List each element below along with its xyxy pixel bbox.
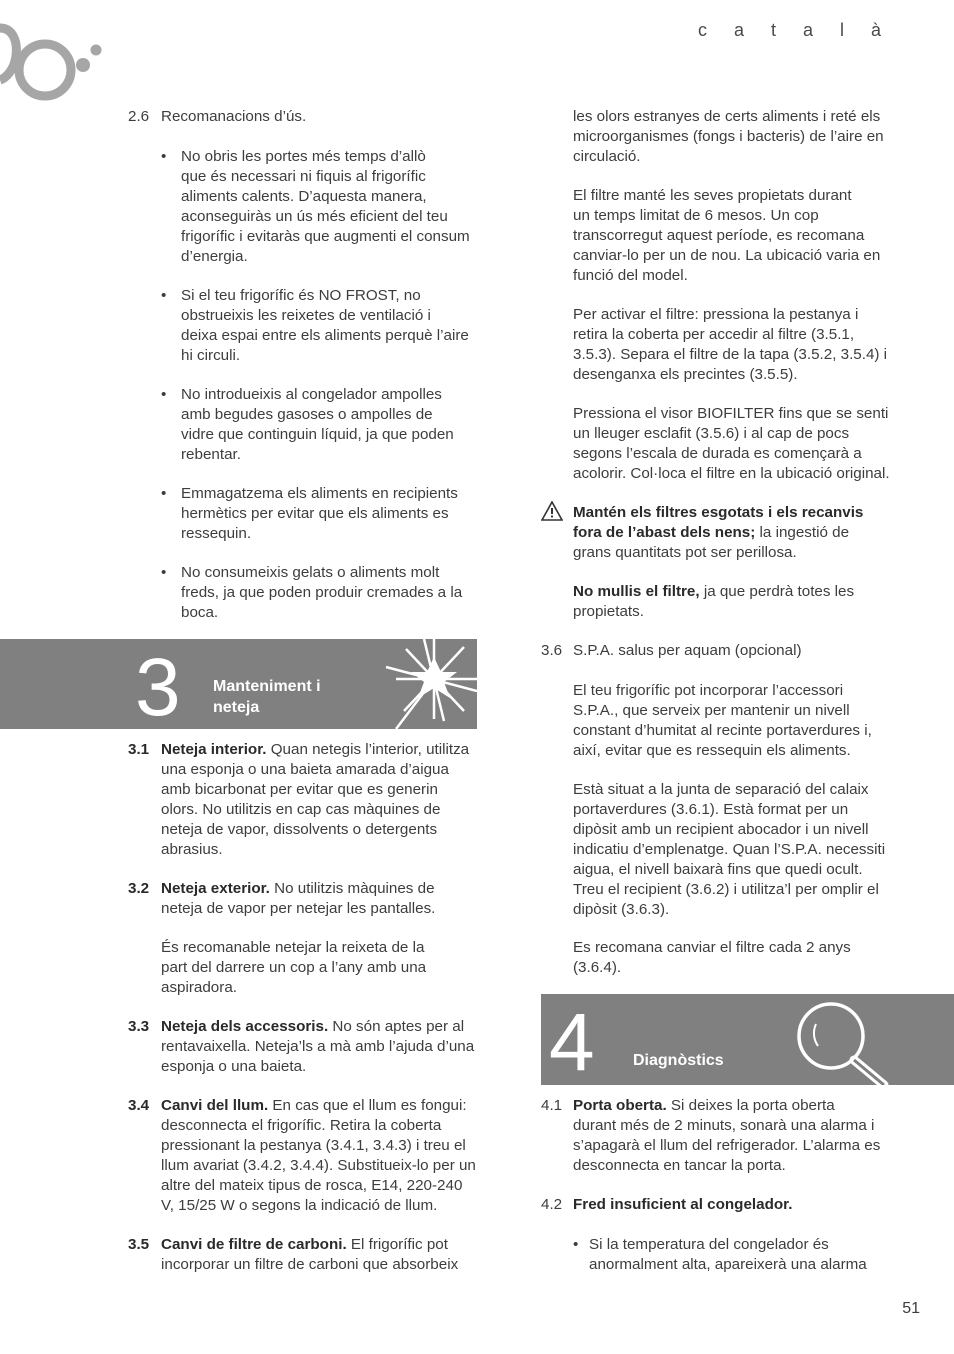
warning-heading: Mantén els filtres esgotats i els recanvis	[573, 504, 864, 521]
section-heading: Fred insuficient al congelador.	[573, 1196, 793, 1213]
warning-line	[573, 523, 849, 543]
section-4-banner	[541, 994, 954, 1085]
bullet-line: aconseguiràs un ús més eficient del teu	[181, 208, 448, 225]
paragraph-line: canviar-lo per un de nou. La ubicació varia en	[573, 247, 881, 264]
paragraph-line: microorganismes (fongs i bacteris) de l’aire en	[573, 128, 884, 145]
section-heading: Neteja exterior.	[161, 880, 270, 897]
section-first-line	[161, 740, 469, 760]
section-text-line: neteja de vapor, dissolvents o detergents	[161, 821, 438, 838]
section-text: Si deixes la porta oberta	[666, 1097, 835, 1114]
paragraph-line: Està situat a la junta de separació del calaix	[573, 781, 869, 798]
paragraph-line: S.P.A., que serveix per mantenir un nivell	[573, 702, 850, 719]
section-first-line	[161, 1096, 467, 1116]
paragraph-line: Treu el recipient (3.6.2) i utilitza’l per omplir el	[573, 881, 879, 898]
paragraph-line: dipòsit amb un recipient abocador i un nivell	[573, 821, 869, 838]
paragraph-line: part del darrere un cop a l’any amb una	[161, 959, 427, 976]
section-heading: Neteja interior.	[161, 741, 267, 758]
paragraph-line: desenganxa els precintes (3.5.5).	[573, 366, 798, 383]
section-text-line: neteja de vapor per netejar les pantalles.	[161, 900, 436, 917]
sparkle-icon	[384, 639, 477, 729]
bullet-line: frigorífic i evitaràs que augmenti el consum	[181, 228, 470, 245]
bullet-icon: •	[161, 485, 167, 502]
paragraph-line: El filtre manté les seves propietats durant	[573, 187, 852, 204]
section-4-number: 4	[549, 997, 595, 1085]
paragraph-line: un temps limitat de 6 mesos. Un cop	[573, 207, 819, 224]
section-number: 4.2	[541, 1196, 563, 1213]
paragraph-line: les olors estranyes de certs aliments i reté els	[573, 108, 881, 125]
page-number: 51	[902, 1300, 920, 1317]
section-text: Quan netegis l’interior, utilitza	[266, 741, 470, 758]
bullet-icon: •	[161, 386, 167, 403]
nomullis-text: ja que perdrà totes les	[699, 583, 855, 600]
paragraph-line: segons l’escala de durada es començarà a	[573, 445, 862, 462]
bullet-line: aliments calents. D’aquesta manera,	[181, 188, 427, 205]
paragraph-line: portaverdures (3.6.1). Està format per un	[573, 801, 849, 818]
bullet-line: boca.	[181, 604, 219, 621]
bullet-line: Si la temperatura del congelador és	[589, 1236, 829, 1253]
section-first-line	[161, 1017, 464, 1037]
bullet-line: deixa espai entre els aliments perquè l’aire	[181, 327, 469, 344]
bullet-line: No introdueixis al congelador ampolles	[181, 386, 442, 403]
bullet-line: que és necessari ni fiquis al frigorífic	[181, 168, 426, 185]
section-number: 4.1	[541, 1097, 563, 1114]
section-text-line: llum avariat (3.4.2, 3.4.4). Substitueix-lo per un	[161, 1157, 476, 1174]
paragraph-line: funció del model.	[573, 267, 688, 284]
warning-text: la ingestió de	[755, 524, 850, 541]
section-number: 3.3	[128, 1018, 150, 1035]
warning-triangle-icon	[541, 501, 563, 521]
bullet-line: Emmagatzema els aliments en recipients	[181, 485, 458, 502]
bullet-line: No consumeixis gelats o aliments molt	[181, 564, 440, 581]
warning-bold: fora de l’abast dels nens;	[573, 524, 756, 541]
warning-text-line: grans quantitats pot ser perillosa.	[573, 544, 797, 561]
section-text-line: una esponja o una baieta amarada d’aigua	[161, 761, 449, 778]
paragraph-line: (3.6.4).	[573, 959, 622, 976]
bullet-line: hi circuli.	[181, 347, 241, 364]
paragraph-line: aigua, el nivell baixarà fins que quedi ocult.	[573, 861, 863, 878]
language-label: c a t a l à	[697, 20, 892, 40]
section-text-line: durant més de 2 minuts, sonarà una alarma i	[573, 1117, 875, 1134]
bullet-line: hermètics per evitar que els aliments es	[181, 505, 449, 522]
paragraph-line: Per activar el filtre: pressiona la pestanya i	[573, 306, 859, 323]
bullet-icon: •	[161, 287, 167, 304]
section-first-line	[573, 1096, 835, 1116]
section-number: 2.6	[128, 108, 150, 125]
bullet-line: obstrueixis les reixetes de ventilació i	[181, 307, 431, 324]
section-heading: Canvi del llum.	[161, 1097, 269, 1114]
paragraph-line: dipòsit (3.6.3).	[573, 901, 670, 918]
section-text-line: s’apagarà el llum del refrigerador. L’alarma es	[573, 1137, 881, 1154]
section-text: El frigorífic pot	[346, 1236, 448, 1253]
paragraph-line: circulació.	[573, 148, 641, 165]
section-text: En cas que el llum es fongui:	[268, 1097, 467, 1114]
nomullis-line2: propietats.	[573, 603, 644, 620]
section-text-line: esponja o una baieta.	[161, 1058, 307, 1075]
section-4-title: Diagnòstics	[633, 1052, 724, 1069]
section-title: S.P.A. salus per aquam (opcional)	[573, 642, 802, 659]
section-heading: Porta oberta.	[573, 1097, 667, 1114]
bullet-line: amb begudes gasoses o ampolles de	[181, 406, 433, 423]
section-text: No utilitzis màquines de	[269, 880, 435, 897]
section-number: 3.4	[128, 1097, 150, 1114]
bullet-line: vidre que continguin líquid, ja que poden	[181, 426, 454, 443]
section-text: No són aptes per al	[328, 1018, 465, 1035]
paragraph-line: Es recomana canviar el filtre cada 2 anys	[573, 939, 851, 956]
bullet-line: freds, ja que poden produir cremades a la	[181, 584, 463, 601]
bullet-line: anormalment alta, apareixerà una alarma	[589, 1256, 867, 1273]
bullet-line: Si el teu frigorífic és NO FROST, no	[181, 287, 421, 304]
section-text-line: V, 15/25 W o segons la indicació de llum.	[161, 1197, 438, 1214]
paragraph-line: així, evitar que es ressequin els aliments.	[573, 742, 851, 759]
bullet-icon: •	[161, 148, 167, 165]
section-text-line: pressionant la pestanya (3.4.1, 3.4.3) i treu el	[161, 1137, 466, 1154]
paragraph-line: És recomanable netejar la reixeta de la	[161, 939, 425, 956]
paragraph-line: transcorregut aquest període, es recomana	[573, 227, 865, 244]
section-text-line: incorporar un filtre de carboni que absorbeix	[161, 1256, 459, 1273]
bullet-line: d’energia.	[181, 248, 248, 265]
section-first-line	[161, 1235, 448, 1255]
paragraph-line: constant d’humitat al recinte portaverdures i,	[573, 722, 872, 739]
bullet-line: ressequin.	[181, 525, 252, 542]
bullet-icon: •	[573, 1236, 579, 1253]
section-title: Recomanacions d’ús.	[161, 108, 307, 125]
magnifier-icon	[796, 994, 916, 1085]
paragraph-line: Pressiona el visor BIOFILTER fins que se senti	[573, 405, 889, 422]
section-text-line: abrasius.	[161, 841, 223, 858]
section-number: 3.2	[128, 880, 150, 897]
section-text-line: amb bicarbonat per evitar que es generin	[161, 781, 438, 798]
bullet-icon: •	[161, 564, 167, 581]
section-number: 3.1	[128, 741, 150, 758]
section-number: 3.6	[541, 642, 563, 659]
paragraph-line: aspiradora.	[161, 979, 237, 996]
nomullis-line	[573, 582, 854, 602]
brand-circles-logo	[0, 20, 110, 110]
bullet-line: rebentar.	[181, 446, 241, 463]
section-3-title-line2: neteja	[213, 699, 260, 716]
section-text-line: rentavaixella. Neteja’ls a mà amb l’ajuda d’una	[161, 1038, 475, 1055]
section-3-banner	[0, 639, 477, 729]
nomullis-bold: No mullis el filtre,	[573, 583, 700, 600]
paragraph-line: indicatiu d’emplenatge. Quan l’S.P.A. necessiti	[573, 841, 886, 858]
section-first-line	[161, 879, 435, 899]
paragraph-line: acolorir. Col·loca el filtre en la ubicació original.	[573, 465, 890, 482]
paragraph-line: 3.5.3). Separa el filtre de la tapa (3.5.2, 3.5.4) i	[573, 346, 888, 363]
section-heading: Neteja dels accessoris.	[161, 1018, 329, 1035]
section-text-line: altre del mateix tipus de rosca, E14, 220-240	[161, 1177, 463, 1194]
paragraph-line: un lleuger esclafit (3.5.6) i al cap de pocs	[573, 425, 850, 442]
paragraph-line: El teu frigorífic pot incorporar l’accessori	[573, 682, 844, 699]
section-heading: Canvi de filtre de carboni.	[161, 1236, 347, 1253]
section-3-number: 3	[135, 642, 181, 729]
paragraph-line: retira la coberta per accedir al filtre (3.5.1,	[573, 326, 855, 343]
section-3-title-line1: Manteniment i	[213, 678, 321, 695]
section-number: 3.5	[128, 1236, 150, 1253]
section-text-line: desconnecta en tancar la porta.	[573, 1157, 786, 1174]
section-text-line: desconnecta el frigorífic. Retira la coberta	[161, 1117, 442, 1134]
bullet-line: No obris les portes més temps d’allò	[181, 148, 426, 165]
section-text-line: olors. No utilitzis en cap cas màquines de	[161, 801, 441, 818]
